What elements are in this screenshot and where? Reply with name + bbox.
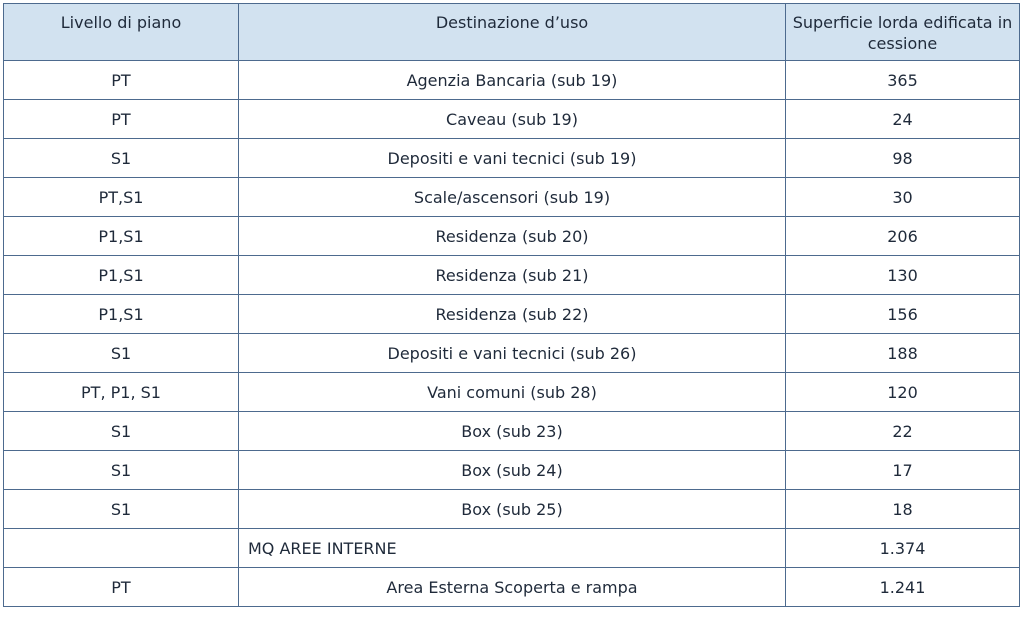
cell-livello: S1	[4, 451, 239, 490]
cell-superficie: 206	[786, 217, 1020, 256]
cell-superficie: 130	[786, 256, 1020, 295]
table-row	[4, 295, 1020, 334]
cell-livello: S1	[4, 334, 239, 373]
table-row	[4, 412, 1020, 451]
table-row	[4, 256, 1020, 295]
table-row	[4, 451, 1020, 490]
cell-destinazione: Residenza (sub 21)	[239, 256, 786, 295]
cell-livello: P1,S1	[4, 295, 239, 334]
cell-destinazione: Residenza (sub 20)	[239, 217, 786, 256]
cell-destinazione: Residenza (sub 22)	[239, 295, 786, 334]
cell-destinazione: Area Esterna Scoperta e rampa	[239, 568, 786, 607]
table-row	[4, 100, 1020, 139]
cell-livello: PT	[4, 100, 239, 139]
cell-superficie: 98	[786, 139, 1020, 178]
cell-superficie: 120	[786, 373, 1020, 412]
cell-destinazione: Box (sub 23)	[239, 412, 786, 451]
cell-destinazione: Depositi e vani tecnici (sub 19)	[239, 139, 786, 178]
header-superficie: Superficie lorda edificata in cessione	[786, 4, 1020, 61]
table-header	[4, 4, 1020, 61]
cell-superficie: 30	[786, 178, 1020, 217]
cell-superficie: 17	[786, 451, 1020, 490]
cell-superficie: 1.241	[786, 568, 1020, 607]
cell-livello: S1	[4, 139, 239, 178]
table-body	[4, 61, 1020, 607]
cell-destinazione: Vani comuni (sub 28)	[239, 373, 786, 412]
header-row	[4, 4, 1020, 61]
surface-table	[3, 3, 1020, 607]
header-destinazione: Destinazione d’uso	[239, 4, 786, 61]
table-row	[4, 217, 1020, 256]
cell-destinazione: Depositi e vani tecnici (sub 26)	[239, 334, 786, 373]
cell-superficie: 22	[786, 412, 1020, 451]
table-row	[4, 490, 1020, 529]
table-row	[4, 373, 1020, 412]
surface-table-container	[3, 3, 1019, 623]
cell-destinazione: Box (sub 25)	[239, 490, 786, 529]
cell-destinazione-total: MQ AREE INTERNE	[239, 529, 786, 568]
cell-livello	[4, 529, 239, 568]
cell-livello: PT	[4, 568, 239, 607]
cell-destinazione: Scale/ascensori (sub 19)	[239, 178, 786, 217]
cell-livello: PT, P1, S1	[4, 373, 239, 412]
cell-superficie: 18	[786, 490, 1020, 529]
cell-destinazione: Agenzia Bancaria (sub 19)	[239, 61, 786, 100]
cell-superficie-total: 1.374	[786, 529, 1020, 568]
cell-superficie: 188	[786, 334, 1020, 373]
table-row	[4, 334, 1020, 373]
cell-livello: S1	[4, 490, 239, 529]
cell-livello: S1	[4, 412, 239, 451]
cell-livello: P1,S1	[4, 256, 239, 295]
cell-livello: PT,S1	[4, 178, 239, 217]
table-row	[4, 61, 1020, 100]
table-row	[4, 568, 1020, 607]
cell-superficie: 24	[786, 100, 1020, 139]
cell-destinazione: Box (sub 24)	[239, 451, 786, 490]
cell-destinazione: Caveau (sub 19)	[239, 100, 786, 139]
table-row	[4, 139, 1020, 178]
cell-livello: PT	[4, 61, 239, 100]
table-row-total	[4, 529, 1020, 568]
cell-superficie: 156	[786, 295, 1020, 334]
header-livello: Livello di piano	[4, 4, 239, 61]
table-row	[4, 178, 1020, 217]
cell-superficie: 365	[786, 61, 1020, 100]
cell-livello: P1,S1	[4, 217, 239, 256]
